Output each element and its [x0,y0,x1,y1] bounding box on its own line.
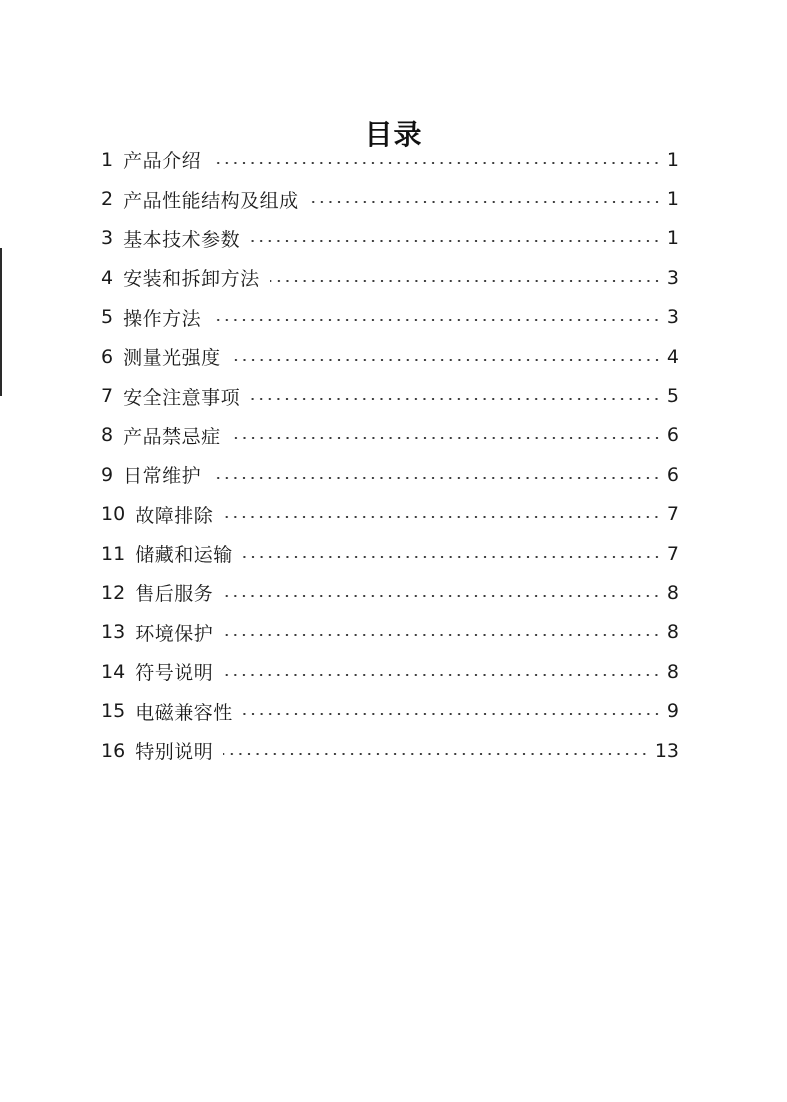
entry-title: 产品禁忌症 [123,425,221,448]
entry-number: 15 [101,700,126,723]
toc-entry[interactable] [101,691,679,730]
toc-entry[interactable] [101,376,679,415]
toc-entry[interactable] [101,179,679,218]
entry-title: 基本技术参数 [123,228,241,251]
entry-title: 环境保护 [135,622,214,645]
entry-number: 1 [101,148,114,171]
dot-leader [243,713,661,715]
entry-number: 6 [101,345,114,368]
dot-leader [211,477,661,479]
dot-leader [223,674,661,676]
dot-leader [223,595,661,597]
entry-page-number: 1 [666,227,679,250]
entry-title: 产品介绍 [123,150,202,173]
entry-page-number: 8 [666,621,679,644]
binding-edge-mark [0,248,2,396]
toc-entry[interactable] [101,258,679,297]
entry-number: 9 [101,463,114,486]
entry-number: 10 [101,503,126,526]
entry-number: 11 [101,542,126,565]
entry-number: 14 [101,660,126,683]
entry-number: 16 [101,739,126,762]
entry-page-number: 13 [654,739,679,762]
toc-entry[interactable] [101,495,679,534]
entry-page-number: 3 [666,266,679,289]
entry-page-number: 8 [666,581,679,604]
entry-title: 储藏和运输 [135,544,233,567]
toc-entry[interactable] [101,573,679,612]
entry-page-number: 1 [666,188,679,211]
entry-number: 12 [101,581,126,604]
entry-title: 操作方法 [123,307,202,330]
dot-leader [223,516,661,518]
toc-entry[interactable] [101,534,679,573]
dot-leader [211,319,661,321]
entry-page-number: 6 [666,424,679,447]
entry-page-number: 7 [666,542,679,565]
toc-entry[interactable] [101,219,679,258]
entry-number: 13 [101,621,126,644]
dot-leader [250,240,661,242]
toc-entry[interactable] [101,337,679,376]
entry-page-number: 3 [666,306,679,329]
entry-title: 产品性能结构及组成 [123,189,299,212]
entry-number: 7 [101,385,114,408]
dot-leader [231,359,661,361]
toc-title: 目录 [364,117,423,151]
entry-page-number: 7 [666,503,679,526]
toc-entry[interactable] [101,613,679,652]
entry-title: 符号说明 [135,662,214,685]
entry-page-number: 8 [666,660,679,683]
toc-entry[interactable] [101,416,679,455]
toc-entry[interactable] [101,140,679,179]
dot-leader [231,437,661,439]
entry-number: 8 [101,424,114,447]
toc-entry[interactable] [101,652,679,691]
entry-title: 售后服务 [135,583,214,606]
entry-title: 日常维护 [123,465,202,488]
entry-page-number: 5 [666,385,679,408]
dot-leader [223,634,661,636]
dot-leader [243,556,661,558]
entry-page-number: 9 [666,700,679,723]
entry-page-number: 4 [666,345,679,368]
toc-entry[interactable] [101,298,679,337]
toc-entry[interactable] [101,731,679,770]
dot-leader [270,280,661,282]
entry-number: 4 [101,266,114,289]
dot-leader [211,162,661,164]
entry-page-number: 6 [666,463,679,486]
dot-leader [309,201,661,203]
entry-page-number: 1 [666,148,679,171]
toc-list [101,140,679,770]
dot-leader [250,398,661,400]
entry-title: 故障排除 [135,504,214,527]
toc-entry[interactable] [101,455,679,494]
entry-title: 安全注意事项 [123,386,241,409]
dot-leader [223,753,649,755]
entry-title: 测量光强度 [123,347,221,370]
entry-number: 2 [101,188,114,211]
entry-title: 特别说明 [135,741,214,764]
entry-number: 3 [101,227,114,250]
entry-title: 安装和拆卸方法 [123,268,260,291]
entry-number: 5 [101,306,114,329]
entry-title: 电磁兼容性 [135,701,233,724]
